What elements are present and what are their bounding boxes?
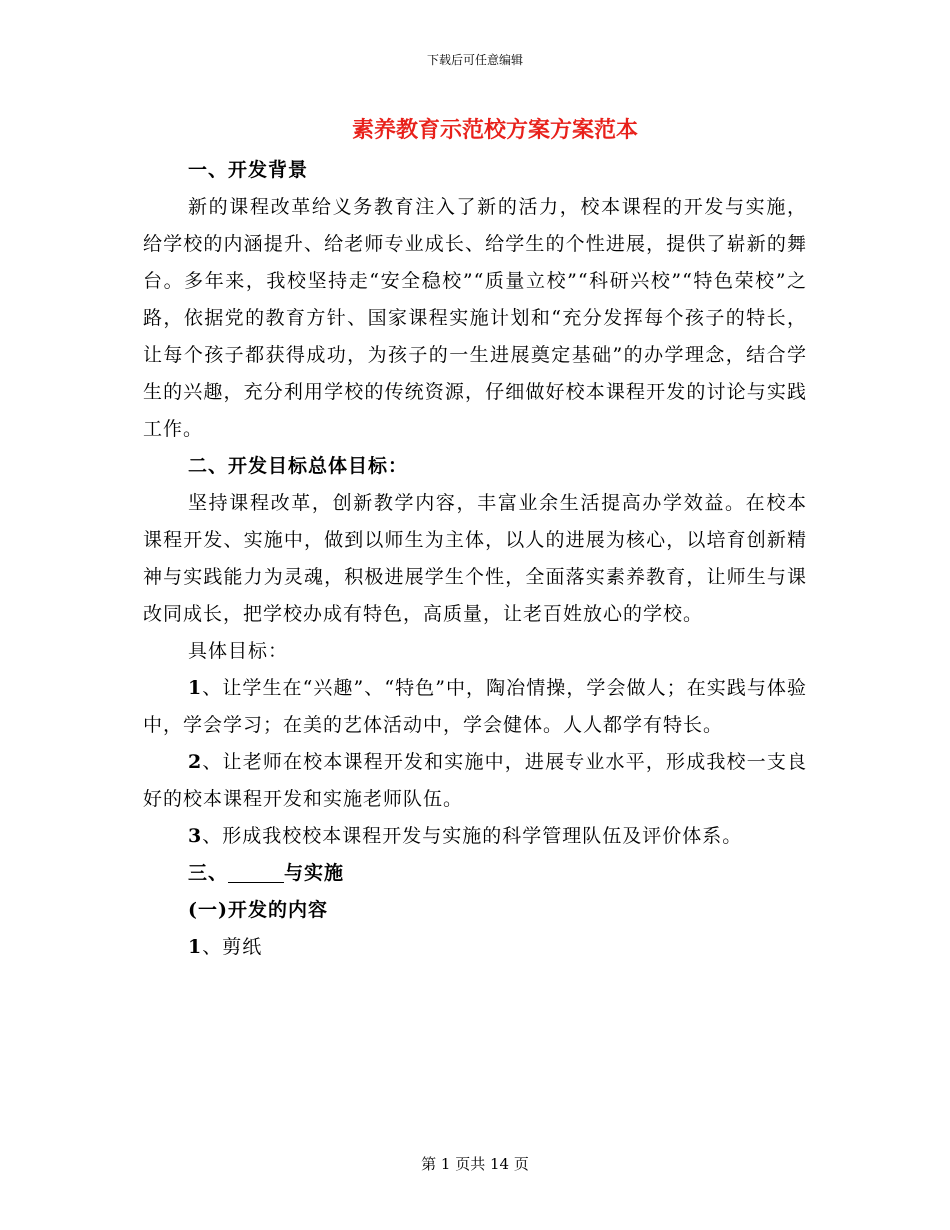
goal-item-1-text: 、让学生在“兴趣”、“特色”中，陶冶情操，学会做人；在实践与体验中，学会学习；在美的艺体活动中，学会健体。人人都学有特长。 (143, 677, 807, 736)
section-heading-implementation-suffix: 与实施 (284, 862, 345, 884)
goal-item-3-number: 3 (188, 825, 203, 847)
section-heading-implementation (143, 855, 807, 892)
section-heading-goals: 二、开发目标总体目标： (188, 455, 409, 477)
specific-goals-label: 具体目标： (188, 640, 289, 662)
goal-item-3 (143, 818, 807, 855)
goal-item-2 (143, 744, 807, 818)
section-heading-implementation-prefix: 三、 (188, 862, 229, 884)
goal-item-1-number: 1 (188, 677, 203, 699)
content-item-1 (143, 929, 807, 966)
section-heading-background: 一、开发背景 (188, 159, 309, 181)
content-item-1-number: 1 (188, 936, 203, 958)
goal-item-1 (143, 670, 807, 744)
page-footer: 第 1 页共 14 页 (421, 1155, 529, 1173)
goal-item-3-text: 、形成我校校本课程开发与实施的科学管理队伍及评价体系。 (202, 825, 743, 847)
header-note: 下载后可任意编辑 (426, 53, 523, 67)
document-title: 素养教育示范校方案方案范本 (351, 117, 638, 143)
goal-item-2-number: 2 (188, 751, 203, 773)
blank-underline (228, 860, 284, 883)
content-item-1-text: 、剪纸 (202, 936, 263, 958)
goal-item-2-text: 、让老师在校本课程开发和实施中，进展专业水平，形成我校一支良好的校本课程开发和实施老师队伍。 (143, 751, 807, 810)
subsection-heading-content: (一)开发的内容 (188, 899, 328, 921)
document-body (143, 152, 807, 966)
background-paragraph: 新的课程改革给义务教育注入了新的活力，校本课程的开发与实施，给学校的内涵提升、给老师专业成长、给学生的个性进展，提供了崭新的舞台。多年来，我校坚持走“安全稳校”“质量立校”“科研兴校”“特色荣校”之路，依据党的教育方针、国家课程实施计划和“充分发挥每个孩子的特长，让每个孩子都获得成功，为孩子的一生进展奠定基础”的办学理念，结合学生的兴趣，充分利用学校的传统资源，仔细做好校本课程开发的讨论与实践工作。 (143, 196, 807, 440)
overall-goal-paragraph: 坚持课程改革，创新教学内容，丰富业余生活提高办学效益。在校本课程开发、实施中，做到以师生为主体，以人的进展为核心，以培育创新精神与实践能力为灵魂，积极进展学生个性，全面落实素养教育，让师生与课改同成长，把学校办成有特色，高质量，让老百姓放心的学校。 (143, 492, 807, 625)
